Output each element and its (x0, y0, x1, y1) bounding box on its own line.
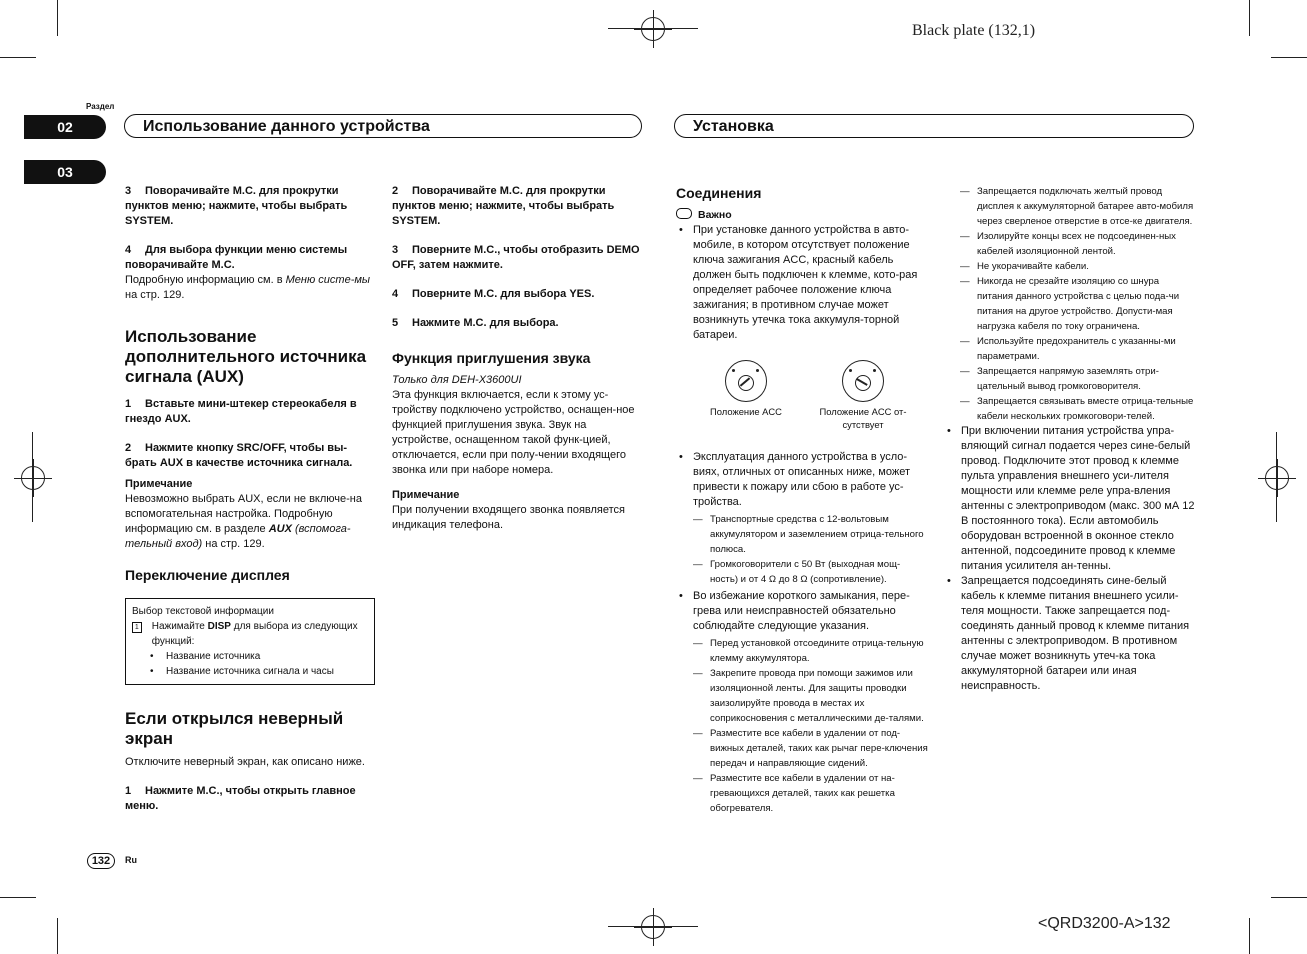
column-3 (676, 184, 928, 343)
header-right: Установка (674, 114, 1194, 138)
aux-note: Невозможно выбрать AUX, если не включе-на вспомогательная настройка. Подробную информацию см. в разделе AUX (вспомога-тельный вход) на стр. 129. (125, 493, 362, 550)
list-item: — Перед установкой отсоедините отрица-тельную клемму аккумулятора. (693, 636, 928, 666)
important-heading: Важно (676, 208, 928, 223)
list-item: — Закрепите провода при помощи зажимов или изоляционной ленты. Для защиты проводки заизолируйте провода в местах их соприкосновения с металлическими де-талями. (693, 666, 928, 726)
step-4-reference: Подробную информацию см. в Меню систе-мы на стр. 129. (125, 274, 370, 301)
step-2: 2 Поворачивайте M.C. для прокрутки пунктов меню; нажмите, чтобы выбрать SYSTEM. (392, 185, 615, 227)
list-item: — Громкоговорители с 50 Вт (выходная мощ-ность) и от 4 Ω до 8 Ω (сопротивление). (693, 557, 928, 587)
plate-label: Black plate (132,1) (912, 22, 1036, 39)
list-item: • Название источника (150, 651, 261, 662)
registration-mark-icon (641, 915, 665, 939)
list-item: • Название источника сигнала и часы (150, 666, 334, 677)
list-item: • При включении питания устройства упра-вляющий сигнал подается через сине-белый провод. Подключите этот провод к клемме пульта управления внешнего уси-лителя мощности или клемме реле упра-вления антенны с электроприводом (макс. 300 мА 12 В постоянного тока). Если автомобиль оборудован встроенной в оконное стекло антенной, подсоедините провод к клемме питания усилителя ан-тенны. (944, 424, 1195, 574)
aux-step-1: 1 Вставьте мини-штекер стереокабеля в гнездо AUX. (125, 398, 357, 425)
list-item: — Не укорачивайте кабели. (960, 259, 1195, 274)
crop-mark (0, 897, 36, 898)
registration-mark-icon (21, 466, 45, 490)
registration-mark-icon (1265, 466, 1289, 490)
column-2 (392, 184, 644, 533)
mute-note: При получении входящего звонка появляется индикация телефона. (392, 504, 626, 531)
list-item: — Разместите все кабели в удалении от на-гревающихся деталей, таких как решетка обогревателя. (693, 771, 928, 816)
list-item: • При установке данного устройства в авто-мобиле, в котором отсутствует положение ключа зажигания ACC, красный кабель должен быть подключен к клемме, кото-рая определяет рабочее положение ключа зажигания; в противном случае может возникнуть утечка тока аккумуля-торной батареи. (676, 223, 928, 343)
list-item: • Во избежание короткого замыкания, пере-грева или неисправностей обязательно соблюдайте следующие указания. — Перед установкой отсоедините отрица-тельную клемму аккумулятора. — Закрепите провода при помощи зажимов или изоляционной ленты. Для защиты проводки заизолируйте провода в местах их соприкосновения с металлическими де-талями. — Разместите все кабели в удалении от под-вижных деталей, таких как рычаг пере-ключения передач и направляющие сидений. — Разместите все кабели в удалении от на-гревающихся деталей, таких как решетка обогревателя. (676, 589, 928, 816)
figure-acc-position: Положение ACC (676, 360, 816, 418)
page-number: 132 (87, 853, 115, 869)
step-4: 4 Для выбора функции меню системы поворачивайте M.C. (125, 244, 348, 271)
crop-mark (1271, 897, 1307, 898)
column-3-lower (676, 450, 928, 818)
figure-no-acc-position: Положение ACC от-сутствует (804, 360, 922, 431)
connections-heading: Соединения (676, 185, 762, 201)
language-code: Ru (125, 855, 137, 865)
ignition-key-icon (842, 360, 884, 402)
list-item: — Разместите все кабели в удалении от под-вижных деталей, таких как рычаг пере-ключения передач и направляющие сидений. (693, 726, 928, 771)
important-icon (676, 208, 692, 219)
note-heading: Примечание (392, 489, 460, 501)
step-3: 3 Поверните M.C., чтобы отобразить DEMO OFF, затем нажмите. (392, 244, 640, 271)
wrong-step-1: 1 Нажмите M.C., чтобы открыть главное меню. (125, 785, 356, 812)
section-label: Раздел (86, 102, 115, 111)
info-box: Выбор текстовой информации 1 Нажимайте DISP для выбора из следующих функций: • Название источника • Название источника сигнала и часы (125, 598, 375, 685)
crop-mark (1249, 918, 1250, 954)
list-item: — Никогда не срезайте изоляцию со шнура питания данного устройства с целью пода-чи питания на другое устройство. Допусти-мая нагрузка кабеля по току ограничена. (960, 274, 1195, 334)
crop-mark (1271, 57, 1307, 58)
column-1 (125, 184, 375, 814)
aux-heading: Использование дополнительного источника сигнала (AUX) (125, 327, 367, 386)
tab-section-03: 03 (24, 160, 106, 184)
list-item: — Запрещается связывать вместе отрица-тельные кабели нескольких громкоговори-телей. (960, 394, 1195, 424)
step-5: 5 Нажмите M.C. для выбора. (392, 317, 559, 329)
list-item: • Запрещается подсоединять сине-белый кабель к клемме питания внешнего усили-теля мощности. Также запрещается под-соединять данный провод к клемме питания антенны с электроприводом. В противном случае может возникнуть утеч-ка тока аккумуляторной батареи или иная неисправность. (944, 574, 1195, 694)
header-left: Использование данного устройства (124, 114, 642, 138)
wrong-screen-heading: Если открылся неверный экран (125, 709, 344, 748)
crop-mark (57, 0, 58, 36)
crop-mark (0, 57, 36, 58)
model-note: Только для DEH-X3600UI (392, 374, 522, 386)
list-item: — Запрещается подключать желтый провод дисплея к аккумуляторной батарее авто-мобиля через сверленое отверстие в отсе-ке двигателя. (960, 184, 1195, 229)
registration-mark-icon (641, 17, 665, 41)
step-3: 3 Поворачивайте M.C. для прокрутки пунктов меню; нажмите, чтобы выбрать SYSTEM. (125, 185, 348, 227)
list-item: — Транспортные средства с 12-вольтовым аккумулятором и заземлением отрица-тельного полюса. (693, 512, 928, 557)
aux-step-2: 2 Нажмите кнопку SRC/OFF, чтобы вы-брать AUX в качестве источника сигнала. (125, 442, 353, 469)
step-4: 4 Поверните M.C. для выбора YES. (392, 288, 595, 300)
crop-mark (57, 918, 58, 954)
note-heading: Примечание (125, 478, 193, 490)
list-item: — Используйте предохранитель с указанны-ми параметрами. (960, 334, 1195, 364)
document-code: <QRD3200-A>132 (1038, 915, 1171, 932)
ignition-key-icon (725, 360, 767, 402)
tab-section-02: 02 (24, 115, 106, 139)
list-item: — Запрещается напрямую заземлять отри-цательный вывод громкоговорителя. (960, 364, 1195, 394)
list-item: — Изолируйте концы всех не подсоединен-ных кабелей изоляционной лентой. (960, 229, 1195, 259)
column-4 (960, 184, 1195, 694)
step-number-icon: 1 (132, 622, 142, 633)
display-heading: Переключение дисплея (125, 567, 290, 583)
crop-mark (1249, 0, 1250, 36)
mute-text: Эта функция включается, если к этому ус-тройству подключено устройство, оснащен-ное функцией приглушения звука. Звук на устройстве, оснащенном такой функ-цией, отключается, если при полу-чении входящего звонка или при наборе номера. (392, 389, 635, 476)
mute-heading: Функция приглушения звука (392, 350, 591, 366)
list-item: • Эксплуатация данного устройства в усло-виях, отличных от описанных ниже, может привести к пожару или сбою в работе ус-тройства. — Транспортные средства с 12-вольтовым аккумулятором и заземлением отрица-тельного полюса. — Громкоговорители с 50 Вт (выходная мощ-ность) и от 4 Ω до 8 Ω (сопротивление). (676, 450, 928, 587)
wrong-screen-text: Отключите неверный экран, как описано ниже. (125, 756, 365, 768)
